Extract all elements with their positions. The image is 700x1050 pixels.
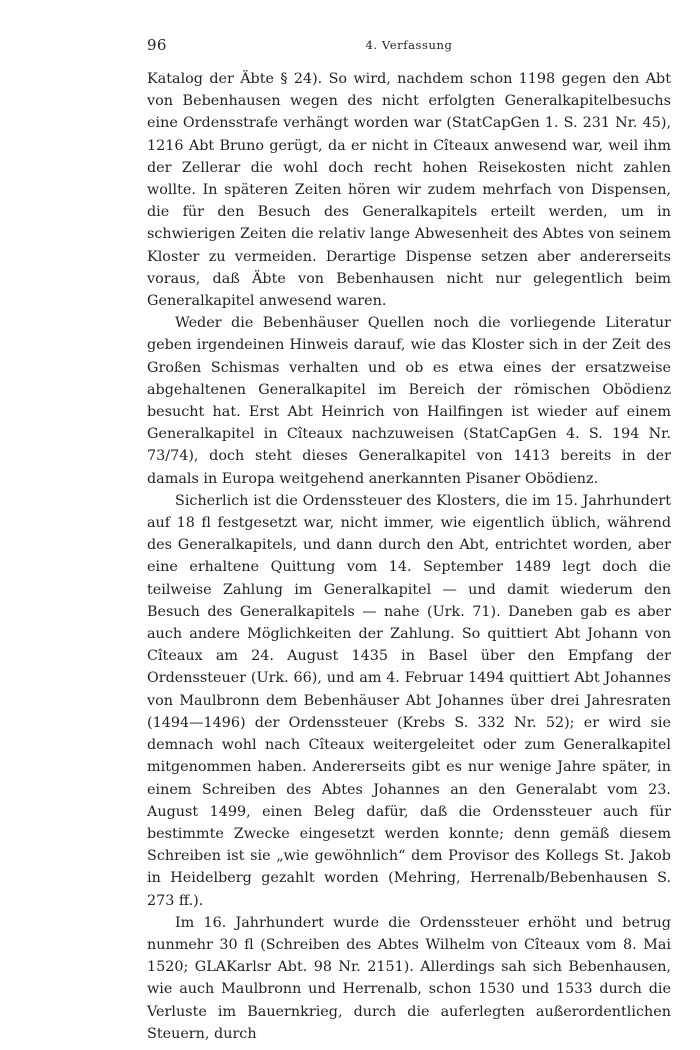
paragraph: Im 16. Jahrhundert wurde die Ordenssteuer erhöht und betrug nunmehr 30 fl (Schreiben des Abtes Wilhelm von Cîteaux vom 8. Mai 1520; GLAKarlsr Abt. 98 Nr. 2151). Allerdings sah sich Bebenhausen, wie auch Maulbronn und Herrenalb, schon 1530 und 1533 durch die Verluste im Bauernkrieg, durch die auferlegten außerordentlichen Steuern, durch [147, 914, 671, 1042]
paragraph: Katalog der Äbte § 24). So wird, nachdem schon 1198 gegen den Abt von Bebenhausen wegen des nicht erfolgten Generalkapitelbesuchs eine Ordensstrafe verhängt worden war (StatCapGen 1. S. 231 Nr. 45), 1216 Abt Bruno gerügt, da er nicht in Cîteaux anwesend war, weil ihm der Zellerar die wohl doch recht hohen Reisekosten nicht zahlen wollte. In späteren Zeiten hören wir zudem mehrfach von Dispensen, die für den Besuch des Generalkapitels erteilt werden, um in schwierigen Zeiten die relativ lange Abwesenheit des Abtes von seinem Kloster zu vermeiden. Derartige Dispense setzen aber andererseits voraus, daß Äbte von Bebenhausen nicht nur gelegentlich beim Generalkapitel anwesend waren. [147, 71, 671, 310]
page-number: 96 [147, 36, 167, 54]
body-text [147, 68, 671, 1045]
paragraph: Weder die Bebenhäuser Quellen noch die vorliegende Literatur geben irgendeinen Hinweis darauf, wie das Kloster sich in der Zeit des Großen Schismas verhalten und ob es etwa eines der ersatzweise abgehaltenen Generalkapitel im Bereich der römischen Obödienz besucht hat. Erst Abt Heinrich von Hailfingen ist wieder auf einem Generalkapitel in Cîteaux nachzuweisen (StatCapGen 4. S. 194 Nr. 73/74), doch steht dieses Generalkapitel von 1413 bereits in der damals in Europa weitgehend anerkannten Pisaner Obödienz. [147, 315, 671, 487]
section-title: 4. Verfassung [365, 38, 453, 52]
book-page [147, 36, 671, 1045]
running-head [147, 36, 671, 62]
paragraph: Sicherlich ist die Ordenssteuer des Klosters, die im 15. Jahrhundert auf 18 fl festgesetzt war, nicht immer, wie eigentlich üblich, während des Generalkapitels, und dann durch den Abt, entrichtet worden, aber eine erhaltene Quittung vom 14. September 1489 legt doch die teilweise Zahlung im Generalkapitel — und damit wiederum den Besuch des Generalkapitels — nahe (Urk. 71). Daneben gab es aber auch andere Möglichkeiten der Zahlung. So quittiert Abt Johann von Cîteaux am 24. August 1435 in Basel über den Empfang der Ordenssteuer (Urk. 66), und am 4. Februar 1494 quittiert Abt Johannes von Maulbronn dem Bebenhäuser Abt Johannes über drei Jahresraten (1494—1496) der Ordenssteuer (Krebs S. 332 Nr. 52); er wird sie demnach wohl nach Cîteaux weitergeleitet oder zum Generalkapitel mitgenommen haben. Andererseits gibt es nur wenige Jahre später, in einem Schreiben des Abtes Johannes an den Generalabt vom 23. August 1499, einen Beleg dafür, daß die Ordenssteuer auch für bestimmte Zwecke eingesetzt werden konnte; denn gemäß diesem Schreiben ist sie „wie gewöhnlich“ dem Provisor des Kollegs St. Jakob in Heidelberg gezahlt worden (Mehring, Herrenalb/Bebenhausen S. 273 ff.). [147, 492, 671, 909]
